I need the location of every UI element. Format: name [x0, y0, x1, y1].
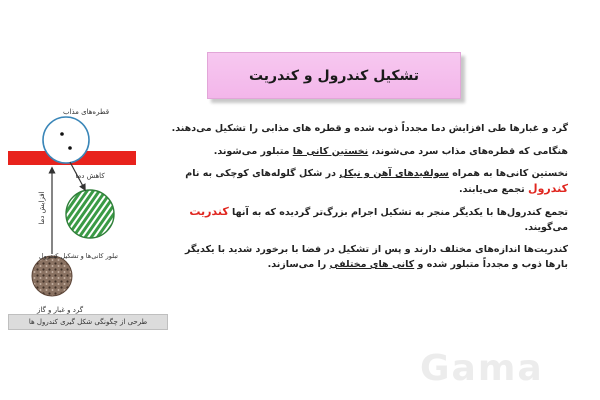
p2-underlined: نخستین کانی ها — [292, 145, 369, 157]
figure-caption: طرحی از چگونگی شکل گیری کندرول ها — [8, 314, 168, 330]
paragraph-1 — [170, 122, 568, 137]
label-crystallize: تبلور کانی‌ها و تشکیل کندرول — [38, 252, 118, 260]
p5-text-a: کندریت‌ها اندازه‌های مختلف دارند و پس از تشکیل در فضا با برخورد شدید با یکدیگر بارها ذوب و مجدداً متبلور شده و — [185, 244, 568, 270]
slide-title: تشکیل کندرول و کندریت — [248, 67, 420, 84]
paragraph-3 — [170, 167, 568, 197]
label-melt-drop: قطره‌های مذاب — [62, 108, 110, 116]
melt-drop-circle — [43, 117, 89, 163]
label-dust: گرد و غبار و گاز — [36, 306, 84, 314]
p4-text-b: می‌گویند. — [524, 221, 568, 233]
body-text — [170, 122, 568, 280]
chondrule-formation-diagram — [0, 100, 170, 340]
p3-text-b: در شکل گلوله‌های کوچکی به نام — [185, 168, 340, 179]
melt-dot — [68, 146, 72, 150]
label-temp-decrease: کاهش دما — [75, 172, 105, 180]
p2-text-b: متبلور می‌شوند. — [213, 145, 293, 157]
chondrite-term: کندریت — [189, 205, 229, 218]
p3-text-a: نخستین کانی‌ها به همراه — [448, 168, 568, 179]
label-temp-increase: افزایش دما — [38, 191, 46, 225]
p1-text: گرد و غبارها طی افزایش دما مجدداً ذوب شده و قطره های مذابی را تشکیل می‌دهند. — [171, 123, 568, 134]
p3-underlined: سولفیدهای آهن و نیکل — [339, 168, 449, 179]
slide-title-box — [207, 52, 461, 99]
melt-dot — [60, 132, 64, 136]
p3-text-c: تجمع می‌یابند. — [458, 183, 529, 195]
crystal-circle — [66, 190, 114, 238]
watermark-logo: Gama — [420, 348, 544, 389]
p2-text-a: هنگامی که قطره‌های مذاب سرد می‌شوند، — [368, 145, 568, 157]
p5-underlined: کانی های مختلفی — [329, 258, 415, 270]
paragraph-2 — [170, 145, 568, 160]
p5-text-b: را می‌سازند. — [267, 258, 330, 270]
chondrule-term: کندرول — [528, 181, 568, 195]
dust-circle — [32, 256, 72, 296]
p4-text-a: تجمع کندرول‌ها با یکدیگر منجر به تشکیل اجرام بزرگ‌تر گردیده که به آنها — [228, 207, 568, 218]
paragraph-5 — [170, 243, 568, 272]
paragraph-4 — [170, 205, 568, 235]
